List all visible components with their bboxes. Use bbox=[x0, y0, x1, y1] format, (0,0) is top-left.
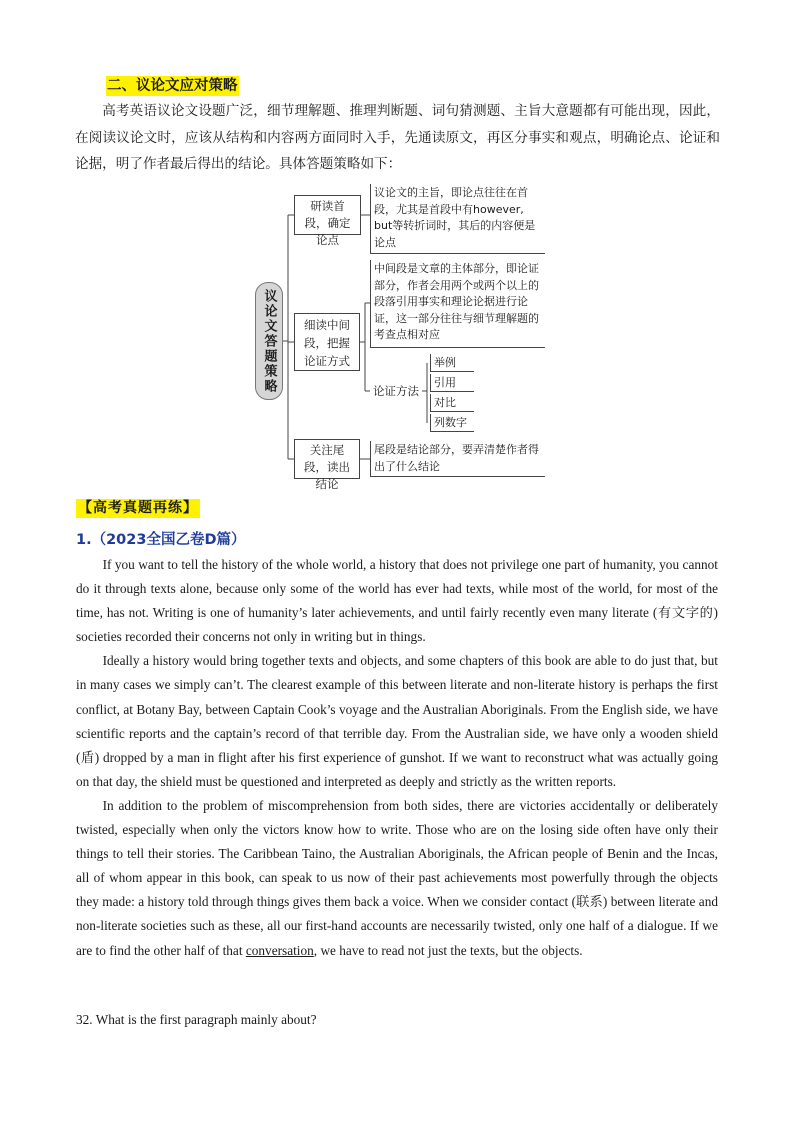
method-numbers: 列数字 bbox=[430, 414, 474, 432]
passage-paragraph-3 bbox=[76, 794, 718, 963]
underlined-word: conversation bbox=[245, 942, 314, 958]
method-quotation: 引用 bbox=[430, 374, 474, 392]
practice-tag: 【高考真题再练】 bbox=[78, 500, 198, 516]
question-heading: 1.（2023全国乙卷D篇） bbox=[76, 532, 246, 548]
branch-first-paragraph: 研读首段，确定论点 bbox=[294, 195, 361, 235]
strategy-intro-text: 高考英语议论文设题广泛，细节理解题、推理判断题、词句猜测题、主旨大意题都有可能出现，因此，在阅读议论文时，应该从结构和内容两方面同时入手，先通读原文，再区分事实和观点，明确论点、论证和论据，明了作者最后得出的结论。具体答题策略如下： bbox=[75, 103, 720, 172]
method-example: 举例 bbox=[430, 354, 474, 372]
branch-middle-paragraph: 细读中间段，把握论证方式 bbox=[294, 313, 360, 371]
reading-passage bbox=[76, 553, 718, 963]
strategy-mindmap bbox=[252, 183, 548, 491]
method-comparison: 对比 bbox=[430, 394, 474, 412]
strategy-intro bbox=[75, 98, 720, 178]
mindmap-root: 议论文答题策略 bbox=[255, 282, 283, 400]
paragraph-3-text: In addition to the problem of miscomprehension from both sides, there are victories accidentally or deliberately twisted, especially when only the victors know how to write. Those who are on the losing side often have only their things to tell their stories. The Caribbean Taino, the Australian Aboriginals, the African people of Benin and the Incas, all of whom appear in this book, can speak to us now of their past achievements most powerfully through the objects they made: a history told through things gives them back a voice. When we consider contact (联系) between literate and non-literate societies such as these, all our first-hand accounts are necessarily twisted, only one half of a dialogue. If we are to find the other half of that bbox=[76, 797, 718, 958]
question-32: 32. What is the first paragraph mainly about? bbox=[76, 1012, 317, 1027]
passage-paragraph-2: Ideally a history would bring together texts and objects, and some chapters of this book are able to do just that, but in many cases we simply can’t. The clearest example of this between literate and non-literate history is perhaps the first conflict, at Botany Bay, between Captain Cook’s voyage and the Australian Aboriginals. From the English side, we have scientific reports and the captain’s record of that terrible day. From the Australian side, we have only a wooden shield (盾) dropped by a man in flight after his first experience of gunshot. If we want to reconstruct what was actually going on that day, the shield must be questioned and interpreted as deeply and strictly as the written reports. bbox=[76, 653, 718, 789]
paragraph-3-end: , we have to read not just the texts, but the objects. bbox=[313, 942, 583, 958]
branch-last-paragraph: 关注尾段，读出结论 bbox=[294, 439, 360, 479]
detail-first-paragraph: 议论文的主旨，即论点往往在首段，尤其是首段中有however, but等转折词时，其后的内容便是论点 bbox=[370, 184, 545, 254]
detail-last-paragraph: 尾段是结论部分，要弄清楚作者得出了什么结论 bbox=[370, 441, 545, 477]
methods-label: 论证方法 bbox=[373, 384, 419, 398]
detail-middle-paragraph: 中间段是文章的主体部分，即论证部分，作者会用两个或两个以上的段落引用事实和理论论据进行论证，这一部分往往与细节理解题的考查点相对应 bbox=[370, 260, 545, 348]
passage-paragraph-1: If you want to tell the history of the whole world, a history that does not privilege one part of humanity, you cannot do it through texts alone, because only some of the world has ever had texts, while most of the world, for most of the time, has not. Writing is one of humanity’s later achievements, and until fairly recently even many literate (有文字的) societies recorded their concerns not only in writing but in things. bbox=[76, 557, 718, 645]
section-heading: 二、议论文应对策略 bbox=[107, 78, 238, 94]
